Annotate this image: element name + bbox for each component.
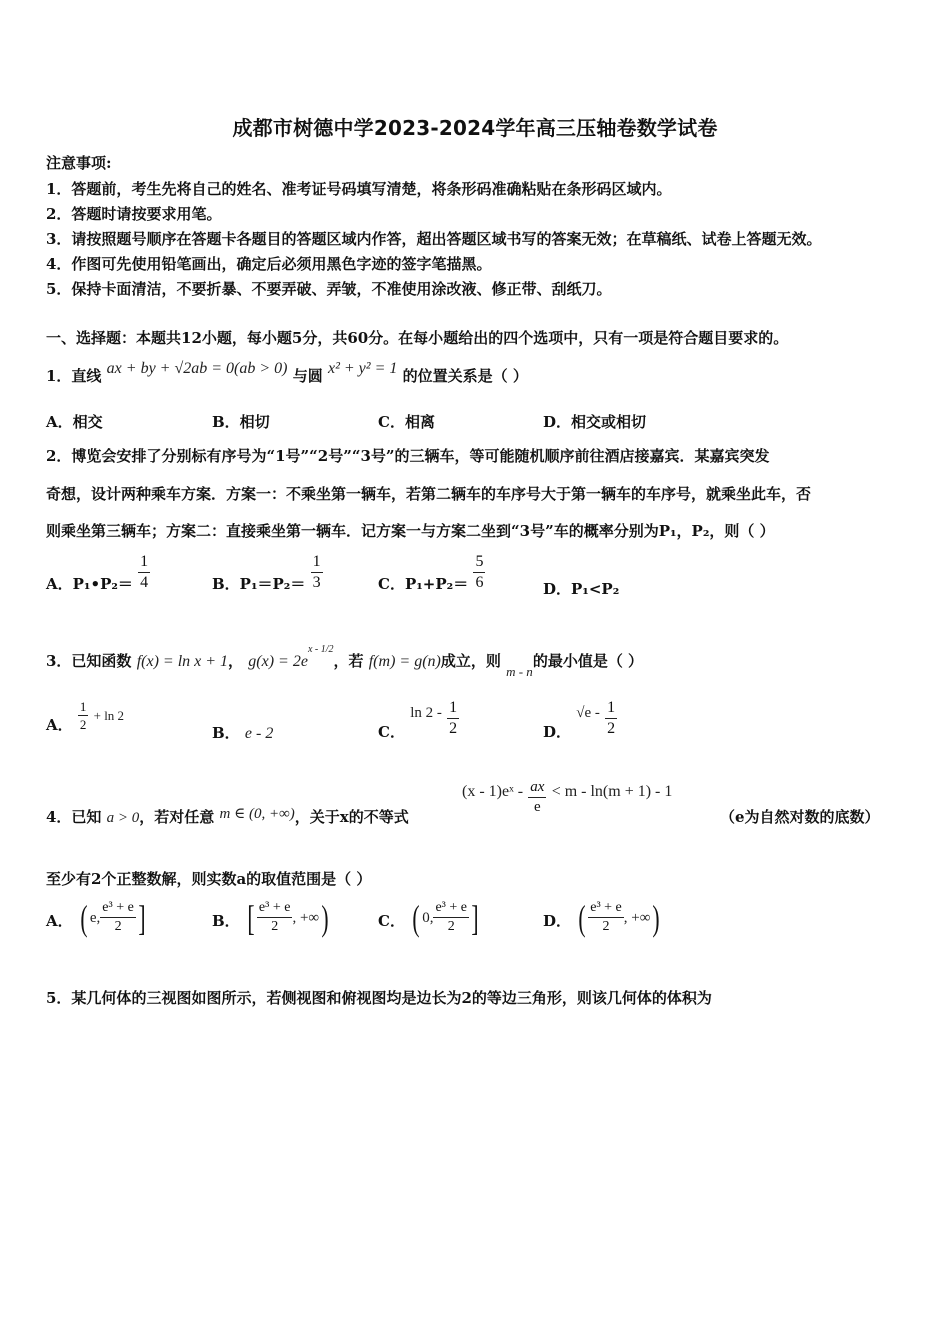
note-item: 5．保持卡面清洁，不要折暴、不要弄破、弄皱，不准使用涂改液、修正带、刮纸刀。	[46, 280, 612, 298]
q1-line-equation: ax + by + √2ab = 0(ab > 0)	[106, 360, 288, 377]
fraction: $\frac{\text{e³ + e}}{2}$	[258, 900, 291, 934]
q1-option-b: B．相切	[212, 413, 270, 431]
q1-option-a: A．相交	[46, 413, 103, 431]
q4-a-condition: a > 0	[106, 810, 140, 826]
q3-option-d: D． √e - $\frac{1}{2}$	[543, 699, 616, 741]
fraction: $\frac{\text{e³ + e}}{2}$	[102, 900, 134, 934]
q2-option-d: D．P₁<P₂	[543, 580, 620, 598]
fraction: $\frac{1}{4}$	[140, 553, 149, 591]
q3-option-a: A． $\frac{1}{2}$ + ln 2	[46, 699, 125, 734]
fraction: $\frac{1}{3}$	[312, 553, 321, 591]
note-item: 4．作图可先使用铅笔画出，确定后必须用黑色字迹的签字笔描黑。	[46, 255, 492, 273]
note-item: 1．答题前，考生先将自己的姓名、准考证号码填写清楚，将条形码准确粘贴在条形码区域内。	[46, 180, 672, 198]
question-1	[46, 360, 528, 386]
q3-option-c: C． ln 2 - $\frac{1}{2}$	[378, 699, 458, 741]
page-title: 成都市树德中学2023-2024学年高三压轴卷数学试卷	[232, 116, 718, 140]
question-5: 5．某几何体的三视图如图所示，若侧视图和俯视图均是边长为2的等边三角形，则该几何体的体积为	[46, 989, 712, 1007]
question-4-line-2: 至少有2个正整数解，则实数a的取值范围是（ ）	[46, 870, 372, 888]
note-item: 3．请按照题号顺序在答题卡各题目的答题区域内作答，超出答题区域书写的答案无效；在草稿纸、试卷上答题无效。	[46, 230, 822, 248]
question-2-line-3: 则乘坐第三辆车；方案二：直接乘坐第一辆车．记方案一与方案二坐到“3号”车的概率分别为P₁，P₂，则（ ）	[46, 522, 775, 540]
q3-option-b: B． e - 2	[212, 724, 274, 742]
question-2-line-1: 2．博览会安排了分别标有序号为“1号”“2号”“3号”的三辆车，等可能随机顺序前往酒店接嘉宾．某嘉宾突发	[46, 447, 770, 465]
q3-f-equation: f(x) = ln x + 1	[136, 653, 229, 670]
notes-heading: 注意事项:	[46, 154, 112, 172]
question-2-line-2: 奇想，设计两种乘车方案．方案一：不乘坐第一辆车，若第二辆车的车序号大于第一辆车的车序号，就乘坐此车，否	[46, 485, 812, 503]
fraction: $\frac{\text{e³ + e}}{2}$	[590, 900, 622, 934]
q4-option-d: D． ( $\frac{\text{e³ + e}}{2}$ , +∞)	[543, 898, 661, 938]
question-3: 3．已知函数 f(x) = ln x + 1， $g(x) = 2e^{x - 1/2}$，若 f(m) = g(n)成立，则 m - n的最小值是（ ）	[46, 644, 644, 679]
q4-note: （e为自然对数的底数）	[720, 808, 880, 826]
q2-option-c: C．P₁+P₂＝ $\frac{5}{6}$	[378, 553, 484, 593]
q2-option-b: B．P₁＝P₂＝ $\frac{1}{3}$	[212, 553, 321, 593]
q4-inequality: (x - 1)eˣ - $\frac{ax}{e}$ < m - ln(m + 1) - 1	[462, 779, 673, 815]
fraction: $\frac{1}{2}$	[607, 699, 616, 737]
question-4: 4．已知 a > 0，若对任意 m ∈ (0, +∞)，关于x的不等式	[46, 806, 409, 826]
q1-option-c: C．相离	[378, 413, 435, 431]
q2-option-a: A．P₁•P₂＝ $\frac{1}{4}$	[46, 553, 149, 593]
q3-g-equation: g(x) = 2e	[248, 653, 308, 670]
q3-condition: f(m) = g(n)	[368, 653, 441, 670]
q1-mid: 与圆	[292, 367, 323, 385]
q4-option-a: A． ( e, $\frac{\text{e³ + e}}{2}$ ]	[46, 898, 146, 938]
fraction: $\frac{1}{2}$	[79, 699, 87, 732]
q4-m-condition: m ∈ (0, +∞)	[219, 806, 295, 822]
note-item: 2．答题时请按要求用笔。	[46, 205, 222, 223]
fraction: $\frac{1}{2}$	[449, 699, 458, 737]
q1-suffix: 的位置关系是（ ）	[402, 367, 528, 385]
q3-expression: m - n	[506, 664, 533, 679]
q4-option-c: C． ( 0, $\frac{\text{e³ + e}}{2}$ ]	[378, 898, 479, 938]
fraction: $\frac{5}{6}$	[475, 553, 484, 591]
q1-prefix: 1．直线	[46, 367, 102, 385]
fraction: $\frac{ax}{e}$	[530, 779, 545, 815]
q1-option-d: D．相交或相切	[543, 413, 647, 431]
q1-circle-equation: x² + y² = 1	[327, 360, 398, 377]
fraction: $\frac{\text{e³ + e}}{2}$	[435, 900, 467, 934]
section-heading: 一、选择题：本题共12小题，每小题5分，共60分。在每小题给出的四个选项中，只有一项是符合题目要求的。	[46, 329, 789, 347]
q4-option-b: B． [ $\frac{\text{e³ + e}}{2}$ , +∞)	[212, 898, 329, 938]
q3-g-exponent: x - 1/2	[307, 644, 334, 655]
